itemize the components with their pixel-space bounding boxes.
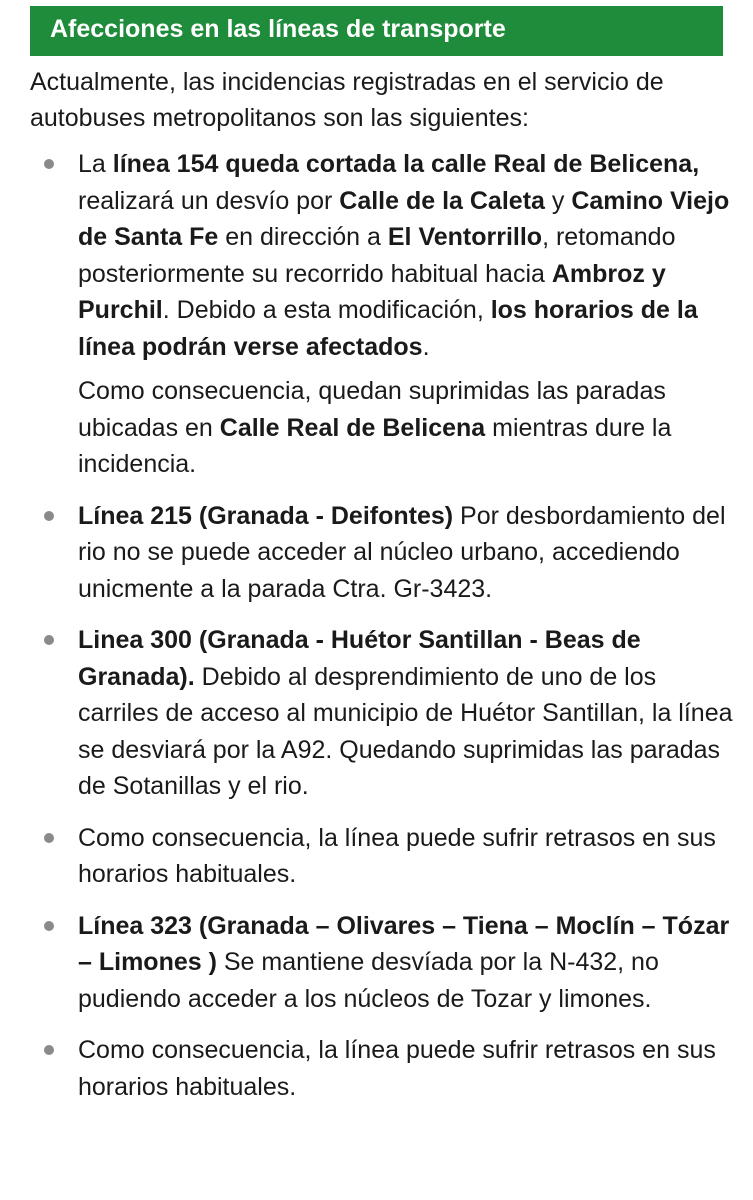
bold-text: Linea 300 (Granada - Huétor Santillan - Beas de Granada). — [78, 626, 641, 691]
notice-paragraph — [78, 498, 740, 608]
text: en dirección a — [218, 223, 388, 251]
bold-text: Camino Viejo de Santa Fe — [78, 186, 730, 251]
bold-text: El Ventorrillo — [387, 223, 543, 251]
bold-text: Línea 323 (Granada – Olivares – Tiena – Moclín – Tózar – Limones ) — [78, 911, 730, 976]
bold-text: Ambroz y Purchil — [78, 259, 666, 324]
text: Como consecuencia, la línea puede sufrir retrasos en sus horarios habituales. — [78, 823, 716, 888]
bullet-icon — [44, 159, 54, 169]
text: realizará un desvío por — [78, 186, 340, 215]
text: . — [422, 332, 430, 361]
bold-text: Línea 215 (Granada - Deifontes) — [78, 501, 454, 530]
text: Como consecuencia, la línea puede sufrir retrasos en sus horarios habituales. — [78, 1036, 716, 1101]
text: La — [78, 150, 113, 178]
bold-text: línea 154 queda cortada la calle Real de Belicena, — [112, 150, 700, 178]
notice-item — [30, 908, 740, 1018]
text: , retomando posteriormente su recorrido habitual hacia — [78, 223, 676, 288]
notice-item — [30, 498, 740, 608]
notice-item — [30, 622, 740, 805]
bold-text: Calle de la Caleta — [339, 186, 545, 215]
notice-paragraph — [78, 146, 740, 365]
notice-item — [30, 1032, 740, 1105]
notice-paragraph — [78, 622, 740, 805]
section-header — [30, 6, 723, 56]
notice-paragraph — [78, 908, 740, 1018]
notice-paragraph — [78, 1032, 740, 1105]
text: Como consecuencia, quedan suprimidas las paradas ubicadas en — [78, 377, 666, 442]
text: Se mantiene desvíada por la N-432, no pudiendo acceder a los núcleos de Tozar y limones. — [78, 948, 659, 1013]
text: Debido al desprendimiento de uno de los carriles de acceso al municipio de Huétor Santillan, la línea se desviará por la A92. Quedando suprimidas las paradas de Sotanillas y el rio. — [78, 662, 733, 800]
bullet-icon — [44, 1045, 54, 1055]
bullet-icon — [44, 921, 54, 931]
text: . Debido a esta modificación, — [162, 296, 491, 324]
bullet-icon — [44, 635, 54, 645]
text: y — [544, 186, 572, 215]
notice-item — [30, 146, 740, 483]
notice-item — [30, 820, 740, 893]
text: mientras dure la incidencia. — [78, 413, 672, 478]
notice-list — [30, 146, 740, 1105]
intro-text: Actualmente, las incidencias registradas en el servicio de autobuses metropolitanos son las siguientes: — [30, 68, 664, 132]
bullet-icon — [44, 833, 54, 843]
section-title: Afecciones en las líneas de transporte — [50, 15, 506, 43]
bold-text: Calle Real de Belicena — [219, 413, 486, 442]
text: Por desbordamiento del rio no se puede acceder al núcleo urbano, accediendo unicmente a la parada Ctra. Gr-3423. — [78, 501, 726, 603]
notice-paragraph — [78, 373, 740, 483]
notice-paragraph — [78, 820, 740, 893]
bullet-icon — [44, 511, 54, 521]
bold-text: los horarios de la línea podrán verse afectados — [78, 296, 698, 361]
